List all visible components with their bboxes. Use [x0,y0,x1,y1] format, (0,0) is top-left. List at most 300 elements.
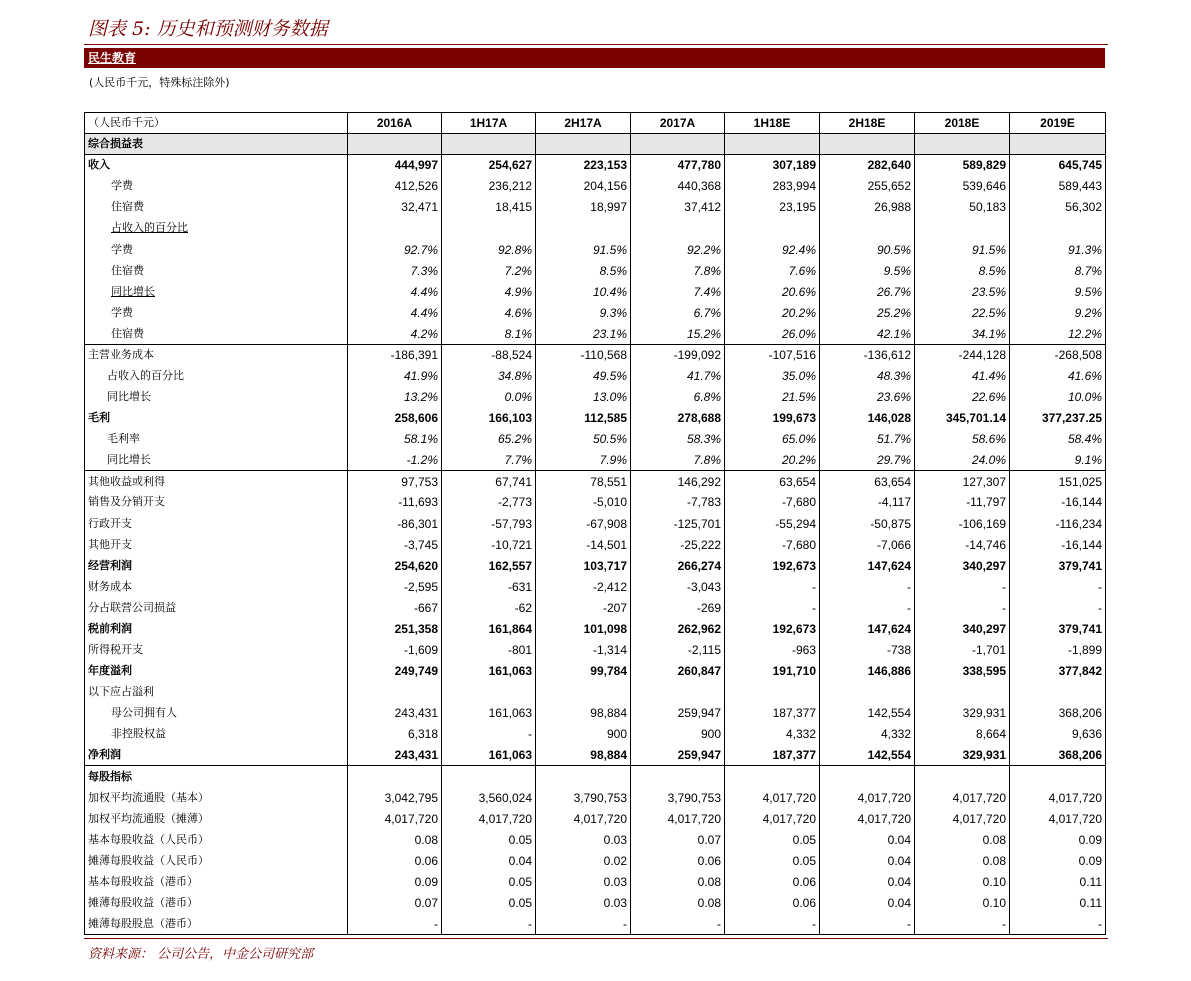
figure-title: 图表 5: 历史和预测财务数据 [88,18,328,40]
value-cell: 23,195 [725,197,820,218]
value-cell: 22.5% [915,302,1010,323]
value-cell: 98,884 [536,745,631,766]
value-cell: -57,793 [442,513,536,534]
value-cell: 379,741 [1010,618,1106,639]
value-cell: 4,017,720 [725,787,820,808]
value-cell: 262,962 [631,618,725,639]
value-cell: -67,908 [536,513,631,534]
value-cell: 0.04 [820,892,915,913]
value-cell: 41.4% [915,365,1010,386]
value-cell: 0.08 [915,850,1010,871]
row-label-text: 经营利润 [88,558,132,572]
value-cell: 379,741 [1010,555,1106,576]
value-cell: -2,412 [536,576,631,597]
row-label-text: 同比增长 [107,453,151,467]
value-cell [820,134,915,155]
row-label-text: 摊薄每股收益（港币） [88,895,198,909]
value-cell: 236,212 [442,176,536,197]
table-row [85,450,1106,471]
table-row [85,555,1106,576]
value-cell: 199,673 [725,408,820,429]
value-cell: 41.6% [1010,365,1106,386]
value-cell: 4.9% [442,281,536,302]
value-cell [1010,682,1106,703]
table-row [85,408,1106,429]
value-cell: 9.3% [536,302,631,323]
value-cell: 63,654 [725,471,820,492]
value-cell: 266,274 [631,555,725,576]
value-cell: 15.2% [631,323,725,344]
value-cell: 0.06 [725,892,820,913]
value-cell: - [915,576,1010,597]
row-label [85,576,348,597]
value-cell: 223,153 [536,155,631,176]
value-cell: 340,297 [915,555,1010,576]
value-cell: 103,717 [536,555,631,576]
value-cell: -1,899 [1010,639,1106,660]
value-cell: -7,680 [725,534,820,555]
row-label-text: 摊薄每股收益（人民币） [88,853,209,867]
value-cell: 4,332 [820,724,915,745]
value-cell: 7.3% [348,260,442,281]
value-cell: 0.03 [536,871,631,892]
value-cell [820,218,915,239]
value-cell: 23.6% [820,387,915,408]
period-header: 2H18E [820,113,915,134]
value-cell [442,766,536,787]
value-cell: 251,358 [348,618,442,639]
row-label [85,387,348,408]
value-cell: 58.4% [1010,429,1106,450]
value-cell: -16,144 [1010,534,1106,555]
value-cell: -14,746 [915,534,1010,555]
value-cell: 127,307 [915,471,1010,492]
value-cell: 8.5% [915,260,1010,281]
row-label-text: 基本每股收益（人民币） [88,832,209,846]
value-cell: 307,189 [725,155,820,176]
value-cell: - [1010,597,1106,618]
value-cell: 99,784 [536,661,631,682]
row-label [85,471,348,492]
value-cell: 187,377 [725,703,820,724]
value-cell: 51.7% [820,429,915,450]
value-cell: 101,098 [536,618,631,639]
value-cell: 23.5% [915,281,1010,302]
value-cell: -207 [536,597,631,618]
value-cell: 254,620 [348,555,442,576]
value-cell: -667 [348,597,442,618]
row-label [85,281,348,302]
value-cell: 3,560,024 [442,787,536,808]
value-cell: -3,745 [348,534,442,555]
table-row [85,913,1106,934]
value-cell [536,682,631,703]
value-cell: -631 [442,576,536,597]
value-cell: 0.08 [631,871,725,892]
table-row [85,387,1106,408]
value-cell: 0.05 [725,829,820,850]
value-cell: 0.11 [1010,871,1106,892]
value-cell: 8.1% [442,323,536,344]
value-cell: 9.5% [820,260,915,281]
value-cell: 7.6% [725,260,820,281]
value-cell: 283,994 [725,176,820,197]
row-label [85,450,348,471]
value-cell: 42.1% [820,323,915,344]
row-label [85,682,348,703]
table-row [85,513,1106,534]
value-cell: 49.5% [536,365,631,386]
value-cell: 151,025 [1010,471,1106,492]
row-label [85,829,348,850]
table-row [85,892,1106,913]
value-cell: 6,318 [348,724,442,745]
row-label-text: 加权平均流通股（摊薄） [88,811,209,825]
value-cell [915,682,1010,703]
value-cell: 161,063 [442,661,536,682]
row-label-text: 毛利 [88,411,110,425]
value-cell [1010,218,1106,239]
value-cell: - [1010,913,1106,934]
table-row [85,281,1106,302]
value-cell: 4,017,720 [915,787,1010,808]
value-cell: -116,234 [1010,513,1106,534]
table-row [85,850,1106,871]
value-cell: 8.7% [1010,260,1106,281]
value-cell: 58.6% [915,429,1010,450]
value-cell: 58.1% [348,429,442,450]
row-label-text: 非控股权益 [111,727,166,741]
row-label [85,787,348,808]
company-name: 民生教育 [88,51,137,65]
value-cell: 3,790,753 [536,787,631,808]
value-cell: 243,431 [348,703,442,724]
value-cell [442,218,536,239]
value-cell: 112,585 [536,408,631,429]
value-cell: -10,721 [442,534,536,555]
value-cell: -1,609 [348,639,442,660]
value-cell: 7.8% [631,450,725,471]
unit-note: (人民币千元，特殊标注除外) [89,76,230,89]
value-cell: - [631,913,725,934]
value-cell: 4,017,720 [1010,787,1106,808]
table-row [85,576,1106,597]
row-label-text: 每股指标 [88,769,132,783]
value-cell: -269 [631,597,725,618]
value-cell: 18,997 [536,197,631,218]
value-cell: 254,627 [442,155,536,176]
table-row [85,323,1106,344]
value-cell: 368,206 [1010,703,1106,724]
table-row [85,534,1106,555]
value-cell: -963 [725,639,820,660]
value-cell: 13.2% [348,387,442,408]
value-cell: 0.0% [442,387,536,408]
value-cell: 34.1% [915,323,1010,344]
value-cell: 0.08 [348,829,442,850]
value-cell: 0.08 [915,829,1010,850]
value-cell: 0.07 [631,829,725,850]
value-cell: 255,652 [820,176,915,197]
value-cell: 32,471 [348,197,442,218]
value-cell: - [536,913,631,934]
value-cell: -86,301 [348,513,442,534]
value-cell: 92.7% [348,239,442,260]
value-cell [536,134,631,155]
value-cell: -3,043 [631,576,725,597]
value-cell: 0.06 [725,871,820,892]
value-cell: 58.3% [631,429,725,450]
value-cell: 90.5% [820,239,915,260]
row-label-text: 净利润 [88,748,121,762]
value-cell: 56,302 [1010,197,1106,218]
value-cell: 92.2% [631,239,725,260]
value-cell: 91.5% [536,239,631,260]
value-cell: 10.4% [536,281,631,302]
row-label-text: 母公司拥有人 [111,706,177,720]
row-label-text: 同比增长 [107,390,151,404]
value-cell: 147,624 [820,618,915,639]
value-cell: 9.5% [1010,281,1106,302]
value-cell: 18,415 [442,197,536,218]
value-cell: -2,773 [442,492,536,513]
value-cell: 4,017,720 [725,808,820,829]
value-cell [348,134,442,155]
value-cell: -5,010 [536,492,631,513]
value-cell: 9.1% [1010,450,1106,471]
value-cell: 0.04 [820,850,915,871]
value-cell: 22.6% [915,387,1010,408]
table-row [85,745,1106,766]
value-cell: -738 [820,639,915,660]
value-cell: - [1010,576,1106,597]
row-label [85,134,348,155]
value-cell: -14,501 [536,534,631,555]
value-cell [348,682,442,703]
row-label-text: 住宿费 [111,200,144,214]
value-cell: 477,780 [631,155,725,176]
value-cell: -125,701 [631,513,725,534]
row-label [85,344,348,365]
period-header: 2017A [631,113,725,134]
value-cell: 0.06 [631,850,725,871]
value-cell: 146,886 [820,661,915,682]
value-cell: 92.4% [725,239,820,260]
table-row [85,639,1106,660]
value-cell: 142,554 [820,703,915,724]
value-cell: - [820,576,915,597]
row-label [85,703,348,724]
value-cell: 900 [536,724,631,745]
value-cell [1010,766,1106,787]
financial-table-body [85,113,1106,935]
table-row [85,871,1106,892]
value-cell: 589,443 [1010,176,1106,197]
value-cell: 25.2% [820,302,915,323]
value-cell [631,218,725,239]
value-cell [1010,134,1106,155]
value-cell: 91.5% [915,239,1010,260]
value-cell: - [915,597,1010,618]
value-cell: 444,997 [348,155,442,176]
row-label [85,197,348,218]
value-cell: 162,557 [442,555,536,576]
table-row [85,597,1106,618]
value-cell: 6.8% [631,387,725,408]
value-cell: -199,092 [631,344,725,365]
table-row [85,260,1106,281]
value-cell: 192,673 [725,555,820,576]
value-cell: 97,753 [348,471,442,492]
value-cell: -88,524 [442,344,536,365]
value-cell: 50.5% [536,429,631,450]
value-cell: 192,673 [725,618,820,639]
value-cell [820,682,915,703]
table-row [85,703,1106,724]
table-row [85,682,1106,703]
value-cell: 161,864 [442,618,536,639]
value-cell: 3,042,795 [348,787,442,808]
value-cell: -801 [442,639,536,660]
table-row [85,302,1106,323]
value-cell: 3,790,753 [631,787,725,808]
value-cell: -136,612 [820,344,915,365]
value-cell: -11,797 [915,492,1010,513]
value-cell: 329,931 [915,745,1010,766]
row-label [85,766,348,787]
value-cell: -110,568 [536,344,631,365]
table-row [85,787,1106,808]
value-cell: 166,103 [442,408,536,429]
value-cell: 9,636 [1010,724,1106,745]
table-row [85,471,1106,492]
value-cell: -1.2% [348,450,442,471]
value-cell: 0.03 [536,829,631,850]
value-cell: 0.02 [536,850,631,871]
value-cell: -55,294 [725,513,820,534]
row-label [85,365,348,386]
value-cell: - [820,913,915,934]
value-cell: 0.06 [348,850,442,871]
value-cell: 539,646 [915,176,1010,197]
value-cell: 65.2% [442,429,536,450]
value-cell [820,766,915,787]
row-label-text: 主营业务成本 [88,348,154,362]
value-cell: 377,237.25 [1010,408,1106,429]
value-cell: 0.04 [442,850,536,871]
bottom-divider [84,938,1108,939]
value-cell: 0.08 [631,892,725,913]
value-cell: 4,017,720 [820,808,915,829]
value-cell: 4,017,720 [348,808,442,829]
value-cell: 368,206 [1010,745,1106,766]
period-header: 2019E [1010,113,1106,134]
value-cell [915,766,1010,787]
value-cell: -1,701 [915,639,1010,660]
row-label-text: 收入 [88,158,110,172]
value-cell: -4,117 [820,492,915,513]
value-cell: -2,115 [631,639,725,660]
row-label-text: 学费 [111,305,133,319]
row-label [85,618,348,639]
value-cell: 4,017,720 [1010,808,1106,829]
table-row [85,176,1106,197]
table-row [85,365,1106,386]
row-label-text: 所得税开支 [88,642,143,656]
value-cell [725,682,820,703]
value-cell: 260,847 [631,661,725,682]
value-cell: 147,624 [820,555,915,576]
value-cell: 12.2% [1010,323,1106,344]
value-cell: 900 [631,724,725,745]
table-row [85,661,1106,682]
value-cell: -1,314 [536,639,631,660]
value-cell: 24.0% [915,450,1010,471]
table-row [85,155,1106,176]
value-cell: 278,688 [631,408,725,429]
value-cell: 142,554 [820,745,915,766]
row-label-text: 学费 [111,242,133,256]
row-label [85,745,348,766]
value-cell: 259,947 [631,703,725,724]
row-label [85,913,348,934]
value-cell [915,218,1010,239]
value-cell: 329,931 [915,703,1010,724]
value-cell: 0.09 [348,871,442,892]
row-label-text: 毛利率 [107,432,140,446]
period-header: 2016A [348,113,442,134]
table-row [85,766,1106,787]
value-cell: 243,431 [348,745,442,766]
value-cell: 23.1% [536,323,631,344]
value-cell: -7,783 [631,492,725,513]
row-label-text: 以下应占溢利 [88,685,154,699]
value-cell: 440,368 [631,176,725,197]
row-label-text: 基本每股收益（港币） [88,874,198,888]
value-cell: 146,028 [820,408,915,429]
value-cell: -16,144 [1010,492,1106,513]
value-cell: -25,222 [631,534,725,555]
table-row [85,492,1106,513]
row-label [85,555,348,576]
row-label [85,871,348,892]
value-cell: 6.7% [631,302,725,323]
row-label-text: 同比增长 [111,284,155,298]
value-cell: 4.4% [348,302,442,323]
value-cell [442,134,536,155]
value-cell: 4,017,720 [915,808,1010,829]
value-cell: 377,842 [1010,661,1106,682]
title-divider [84,44,1108,45]
value-cell: 191,710 [725,661,820,682]
value-cell: 259,947 [631,745,725,766]
value-cell: 0.11 [1010,892,1106,913]
value-cell: 7.4% [631,281,725,302]
value-cell [915,134,1010,155]
value-cell: 7.2% [442,260,536,281]
table-row [85,239,1106,260]
row-label [85,176,348,197]
value-cell: 0.10 [915,892,1010,913]
company-banner [84,48,1105,68]
value-cell: 8.5% [536,260,631,281]
value-cell: 34.8% [442,365,536,386]
value-cell: 98,884 [536,703,631,724]
row-label-text: 住宿费 [111,263,144,277]
row-label-text: 加权平均流通股（基本） [88,790,209,804]
value-cell: 0.05 [442,829,536,850]
value-cell: -244,128 [915,344,1010,365]
